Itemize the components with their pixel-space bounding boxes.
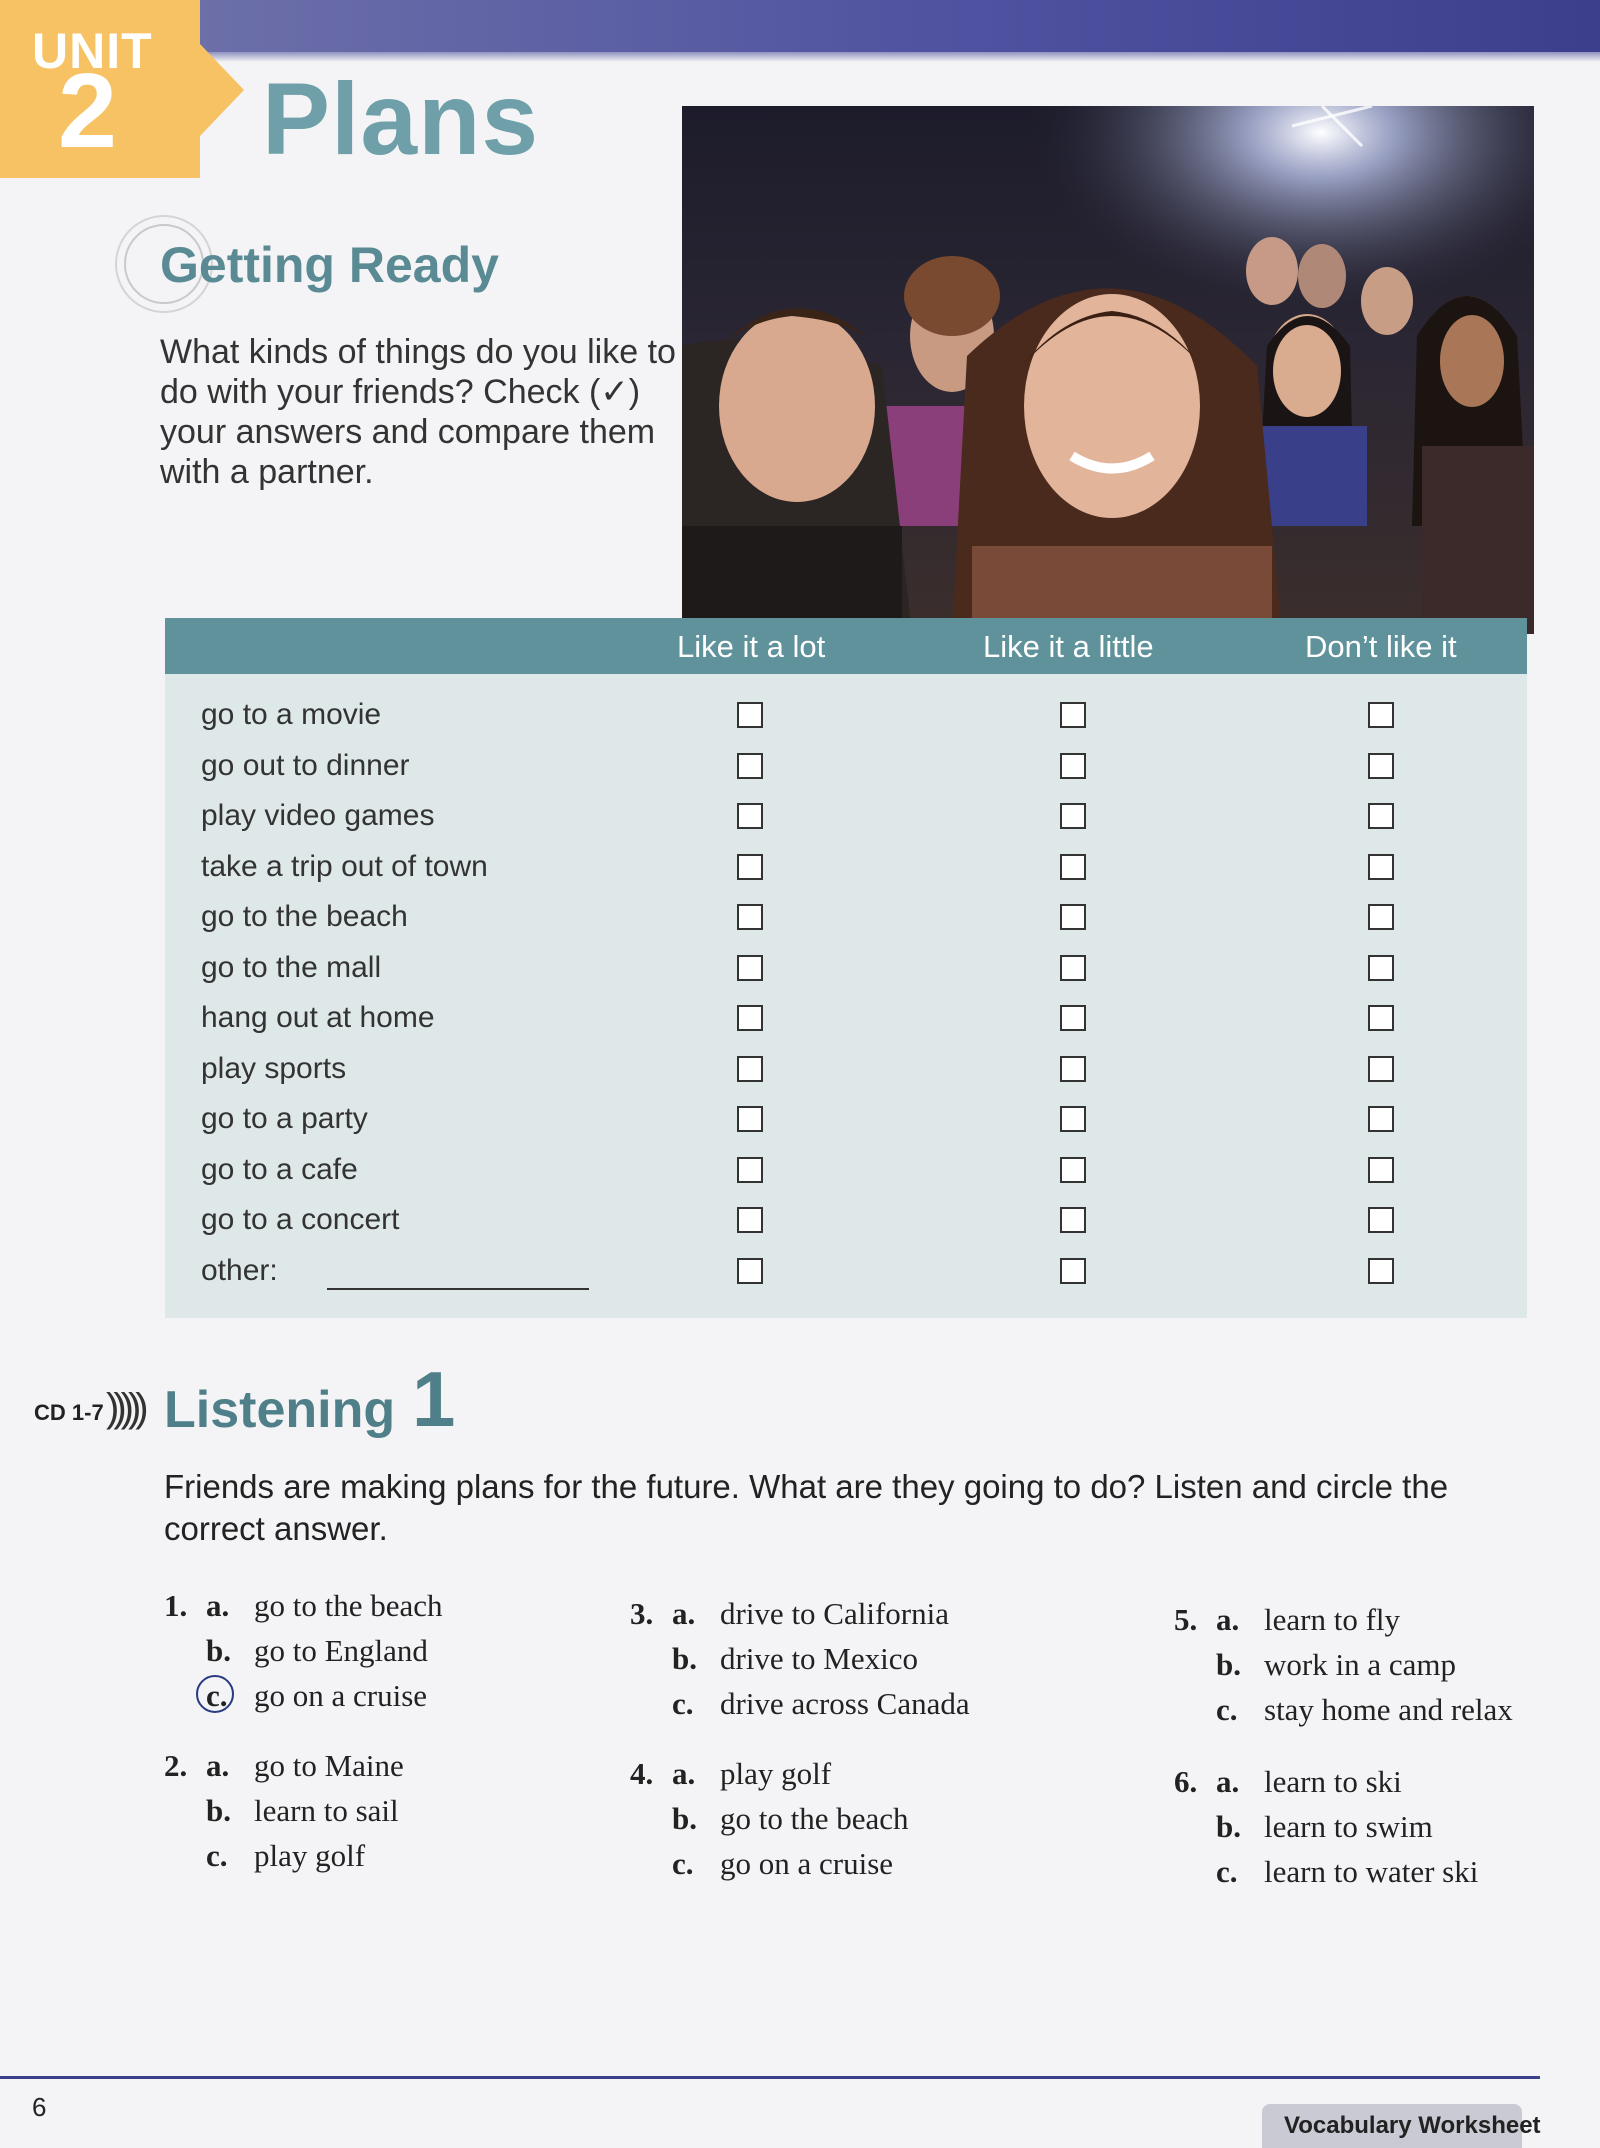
option-text: learn to swim [1264,1809,1433,1844]
checkbox-dont-like[interactable] [1368,854,1394,880]
cd-track-label: CD 1-7 [34,1400,104,1425]
option-text: learn to ski [1264,1764,1402,1799]
checkbox-dont-like[interactable] [1368,1005,1394,1031]
checkbox-dont-like[interactable] [1368,803,1394,829]
getting-ready-title: Getting Ready [160,237,499,293]
question-number: 2. [164,1748,188,1783]
activity-label: go to a concert [201,1203,400,1236]
checkbox-like-a-little[interactable] [1060,702,1086,728]
checkbox-like-a-little[interactable] [1060,955,1086,981]
checkbox-dont-like[interactable] [1368,702,1394,728]
activity-label: go out to dinner [201,748,410,782]
activity-label: go to the mall [201,950,382,984]
activity-label: go to the beach [201,900,408,933]
checkbox-dont-like[interactable] [1368,1056,1394,1082]
unit-tab-arrow [200,44,244,136]
column-header: Don’t like it [1305,629,1457,664]
question-number: 4. [630,1756,654,1791]
activity-label: other: [201,1254,278,1288]
checkbox-dont-like[interactable] [1368,955,1394,981]
option-letter[interactable]: c. [1216,1692,1238,1727]
vocabulary-worksheet-label: Vocabulary Worksheet [1284,2112,1541,2139]
checkbox-dont-like[interactable] [1368,1258,1394,1284]
activity-label: go to a movie [201,698,382,731]
option-text: learn to water ski [1264,1854,1479,1889]
column-header: Like it a little [983,629,1154,664]
checkbox-like-a-little[interactable] [1060,1005,1086,1031]
option-text: go on a cruise [720,1846,894,1881]
activity-label: play sports [201,1051,347,1085]
checkbox-dont-like[interactable] [1368,1106,1394,1132]
question-number: 3. [630,1596,654,1631]
activity-checklist-table [165,618,1527,1318]
option-letter[interactable]: a. [672,1756,696,1791]
top-color-band [200,0,1600,52]
checkbox-like-a-lot[interactable] [737,1106,763,1132]
option-letter[interactable]: a. [1216,1602,1240,1637]
option-letter[interactable]: a. [672,1596,696,1631]
option-letter[interactable]: c. [206,1838,228,1873]
unit-tab [0,0,200,178]
checkbox-like-a-little[interactable] [1060,1106,1086,1132]
unit-number: 2 [58,52,117,170]
question-number: 1. [164,1588,188,1623]
checkbox-like-a-little[interactable] [1060,1157,1086,1183]
option-text: drive across Canada [720,1686,970,1721]
checkbox-like-a-lot[interactable] [737,854,763,880]
checkbox-like-a-lot[interactable] [737,1157,763,1183]
option-letter[interactable]: a. [206,1748,230,1783]
checkbox-dont-like[interactable] [1368,904,1394,930]
option-text: stay home and relax [1264,1692,1513,1727]
checkbox-like-a-lot[interactable] [737,1258,763,1284]
activity-label: take a trip out of town [201,849,488,883]
checkbox-like-a-lot[interactable] [737,753,763,779]
column-header: Like it a lot [677,629,826,664]
question-number: 5. [1174,1602,1198,1637]
other-write-in-line[interactable] [327,1288,589,1290]
option-text: drive to Mexico [720,1641,919,1676]
listening-number: 1 [412,1355,456,1443]
activity-label: hang out at home [201,1001,435,1034]
option-text: drive to California [720,1596,949,1631]
option-letter[interactable]: a. [206,1588,230,1623]
option-text: go to Maine [254,1748,404,1783]
checkbox-like-a-lot[interactable] [737,1207,763,1233]
table-header [165,618,1527,674]
checkbox-like-a-lot[interactable] [737,803,763,829]
listening-title: Listening [164,1381,396,1439]
unit-label: UNIT [32,23,153,79]
option-text: play golf [254,1838,366,1873]
option-text: work in a camp [1264,1647,1456,1682]
option-text: go to the beach [720,1801,909,1836]
checkbox-dont-like[interactable] [1368,1207,1394,1233]
checkbox-dont-like[interactable] [1368,1157,1394,1183]
option-text: go to the beach [254,1588,443,1623]
option-letter[interactable]: c. [1216,1854,1238,1889]
unit-title: Plans [262,62,540,176]
activity-label: go to a party [201,1102,368,1135]
option-letter[interactable]: c. [206,1678,228,1713]
option-letter[interactable]: b. [672,1641,697,1676]
checkbox-like-a-little[interactable] [1060,803,1086,829]
activity-label: go to a cafe [201,1152,358,1186]
option-text: learn to fly [1264,1602,1401,1637]
question-number: 6. [1174,1764,1198,1799]
checkbox-like-a-little[interactable] [1060,904,1086,930]
checkbox-like-a-lot[interactable] [737,904,763,930]
option-letter[interactable]: b. [1216,1809,1241,1844]
option-letter[interactable]: b. [672,1801,697,1836]
checkbox-like-a-little[interactable] [1060,753,1086,779]
checkbox-like-a-little[interactable] [1060,1258,1086,1284]
checkbox-like-a-lot[interactable] [737,955,763,981]
option-text: play golf [720,1756,832,1791]
option-letter[interactable]: a. [1216,1764,1240,1799]
listening-instructions: Friends are making plans for the future. What are they going to do? Listen and circle the correct answer. [164,1468,1449,1547]
checkbox-like-a-lot[interactable] [737,1056,763,1082]
top-band-fade [200,52,1600,62]
checkbox-like-a-little[interactable] [1060,1056,1086,1082]
getting-ready-instructions: What kinds of things do you like to do with your friends? Check (✓) your answers and compare them with a partner. [160,333,676,491]
activity-label: play video games [201,799,435,832]
option-letter[interactable]: b. [206,1793,231,1828]
option-text: go to England [254,1633,428,1668]
audio-waves-icon: ))))) [106,1386,143,1430]
option-text: learn to sail [254,1793,399,1828]
movie-audience-photo [682,106,1534,634]
footer-rule [0,2076,1540,2079]
checkbox-dont-like[interactable] [1368,753,1394,779]
option-letter[interactable]: c. [672,1846,694,1881]
checkbox-like-a-lot[interactable] [737,1005,763,1031]
page-number: 6 [32,2092,47,2122]
option-letter[interactable]: c. [672,1686,694,1721]
checkbox-like-a-lot[interactable] [737,702,763,728]
option-letter[interactable]: b. [206,1633,231,1668]
option-text: go on a cruise [254,1678,428,1713]
checkbox-like-a-little[interactable] [1060,854,1086,880]
checkbox-like-a-little[interactable] [1060,1207,1086,1233]
option-letter[interactable]: b. [1216,1647,1241,1682]
